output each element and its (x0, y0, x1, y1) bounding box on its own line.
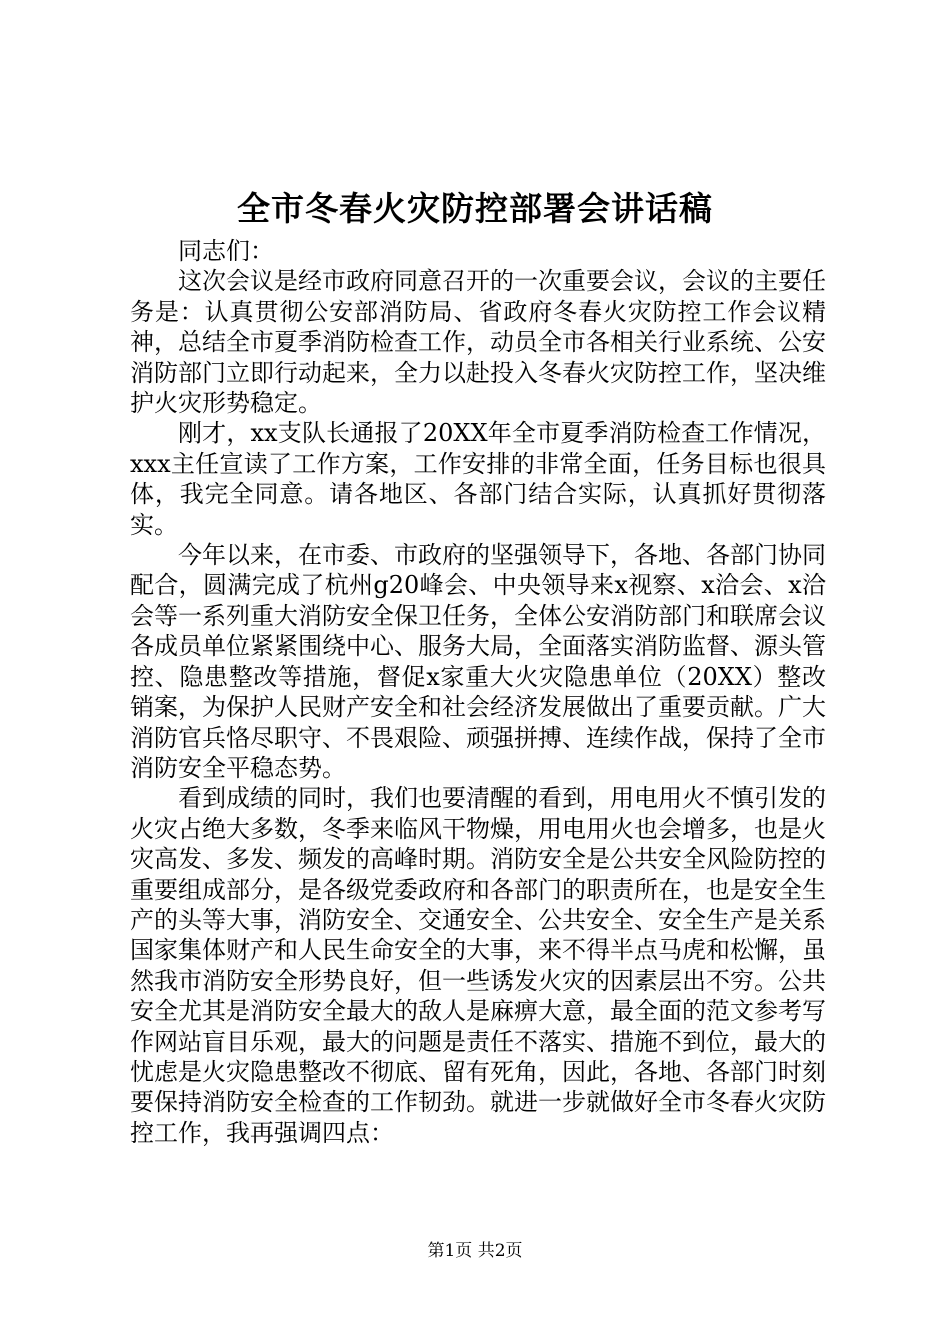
document-title: 全市冬春火灾防控部署会讲话稿 (237, 189, 713, 228)
body-paragraph: 这次会议是经市政府同意召开的一次重要会议，会议的主要任务是：认真贯彻公安部消防局、省政府冬春火灾防控工作会议精神，总结全市夏季消防检查工作，动员全市各相关行业系统、公安消防部门立即行动起来，全力以赴投入冬春火灾防控工作，坚决维护火灾形势稳定。 (130, 267, 826, 418)
salutation-paragraph: 同志们： (178, 237, 274, 265)
body-paragraph: 今年以来，在市委、市政府的坚强领导下，各地、各部门协同配合，圆满完成了杭州g20峰会、中央领导来x视察、x洽会、x洽会等一系列重大消防安全保卫任务，全体公安消防部门和联席会议各成员单位紧紧围绕中心、服务大局，全面落实消防监督、源头管控、隐患整改等措施，督促x家重大火灾隐患单位（20XX）整改销案，为保护人民财产安全和社会经济发展做出了重要贡献。广大消防官兵恪尽职守、不畏艰险、顽强拼搏、连续作战，保持了全市消防安全平稳态势。 (130, 541, 826, 782)
page-footer (0, 1239, 950, 1263)
body-paragraph: 刚才，xx支队长通报了20XX年全市夏季消防检查工作情况，xxx主任宣读了工作方案，工作安排的非常全面，任务目标也很具体，我完全同意。请各地区、各部门结合实际，认真抓好贯彻落实。 (130, 419, 826, 539)
page-number: 第1页 (427, 1241, 473, 1261)
body-paragraph: 看到成绩的同时，我们也要清醒的看到，用电用火不慎引发的火灾占绝大多数，冬季来临风干物燥，用电用火也会增多，也是火灾高发、多发、频发的高峰时期。消防安全是公共安全风险防控的重要组成部分，是各级党委政府和各部门的职责所在，也是安全生产的头等大事，消防安全、交通安全、公共安全、安全生产是关系国家集体财产和人民生命安全的大事，来不得半点马虎和松懈，虽然我市消防安全形势良好，但一些诱发火灾的因素层出不穷。公共安全尤其是消防安全最大的敌人是麻痹大意，最全面的范文参考写作网站盲目乐观，最大的问题是责任不落实、措施不到位，最大的忧虑是火灾隐患整改不彻底、留有死角，因此，各地、各部门时刻要保持消防安全检查的工作韧劲。就进一步就做好全市冬春火灾防控工作，我再强调四点： (130, 784, 826, 1147)
document-body (130, 236, 826, 1148)
page-total: 共2页 (477, 1241, 523, 1261)
